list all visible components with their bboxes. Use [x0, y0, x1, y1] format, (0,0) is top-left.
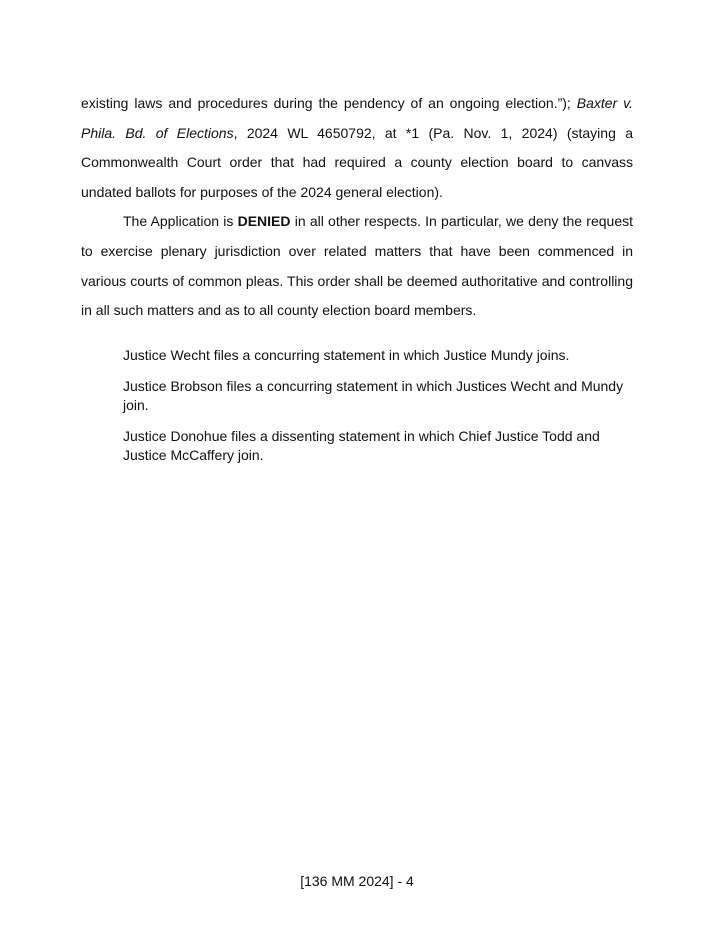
paragraph-disposition-text-start: The Application is [123, 213, 238, 230]
paragraph-citation-text-end: , 2024 WL 4650792, at *1 (Pa. Nov. 1, 2024) (staying a Commonwealth Court order that had required a county election board to canvass undated ballots for purposes of the 2024 general election). [81, 124, 633, 200]
order-body [81, 89, 633, 326]
paragraph-disposition [81, 207, 633, 325]
justice-statements [123, 346, 633, 477]
paragraph-citation-text-start: existing laws and procedures during the pendency of an ongoing election.”); [81, 95, 577, 111]
case-name: Baxter v. Phila. Bd. of Elections [81, 95, 634, 141]
statement-brobson: Justice Brobson files a concurring statement in which Justices Wecht and Mundy join. [123, 378, 624, 413]
paragraph-citation [81, 89, 633, 207]
statement-wecht: Justice Wecht files a concurring statement in which Justice Mundy joins. [123, 347, 570, 363]
statement-donohue: Justice Donohue files a dissenting statement in which Chief Justice Todd and Justice McCaffery join. [123, 428, 600, 463]
denied-emphasis: DENIED [237, 213, 291, 230]
page-footer: [136 MM 2024] - 4 [300, 873, 414, 889]
paragraph-disposition-text-end: in all other respects. In particular, we deny the request to exercise plenary jurisdiction over related matters that have been commenced in various courts of common pleas. This order shall be deemed authoritative and controlling in all such matters and as to all county election board members. [81, 213, 634, 319]
